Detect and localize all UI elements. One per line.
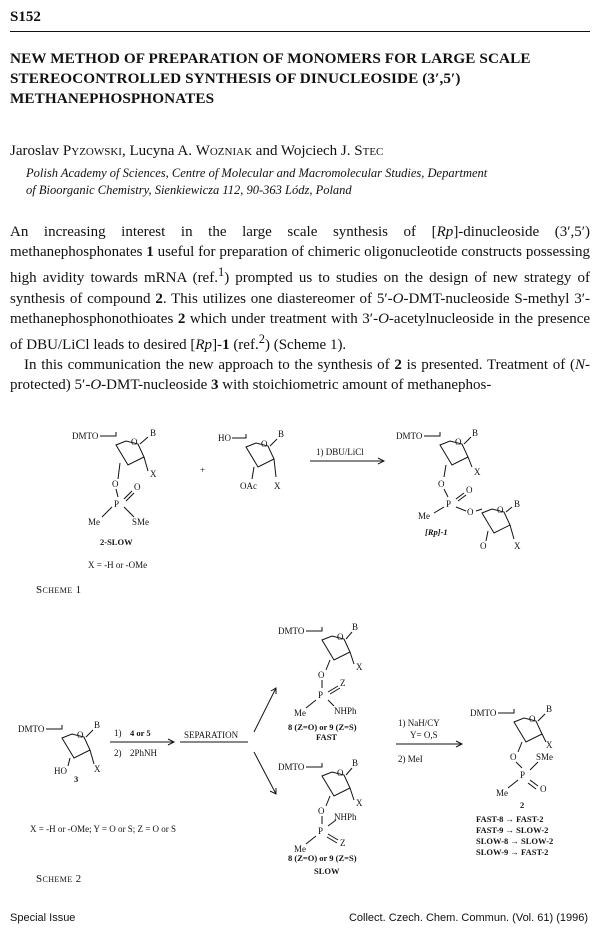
author-separator: and xyxy=(252,143,281,159)
dmto-label: DMTO xyxy=(396,431,423,441)
stereo-mapping: SLOW-9 → FAST-2 xyxy=(476,847,549,857)
base-label: B xyxy=(546,704,553,714)
author-separator: , xyxy=(121,143,130,159)
text-run: -DMT-nucleoside xyxy=(101,377,212,394)
scheme1-right-structure xyxy=(396,428,521,551)
condition-1-detail: Y= O,S xyxy=(410,730,438,740)
variable-definitions: X = -H or -OMe; Y = O or S; Z = O or S xyxy=(30,824,177,834)
header-rule xyxy=(10,31,590,32)
scheme2-slow-structure xyxy=(278,758,363,876)
step-2-number: 2) xyxy=(114,748,122,758)
slow-label: SLOW xyxy=(314,866,340,876)
x-substituent: X xyxy=(356,798,363,808)
text-run: which under treatment with 3′- xyxy=(185,310,379,327)
bridge-oxygen: O xyxy=(467,507,474,517)
x-substituent: X xyxy=(546,740,553,750)
x-definition: X = -H or -OMe xyxy=(88,560,148,570)
dmto-label: DMTO xyxy=(72,431,99,441)
base-label: B xyxy=(352,622,359,632)
x-substituent: X xyxy=(274,481,281,491)
x-substituent: X xyxy=(94,764,101,774)
bridge-oxygen: O xyxy=(112,479,119,489)
sme-label: SMe xyxy=(132,517,150,527)
bridge-oxygen: O xyxy=(318,670,325,680)
text-run: is presented. Treatment of ( xyxy=(401,357,575,374)
fast-label: FAST xyxy=(316,732,338,742)
text-run: -protected) 5′- xyxy=(10,357,590,394)
ho-label: HO xyxy=(54,766,67,776)
compound-label-slow: 8 (Z=O) or 9 (Z=S) xyxy=(288,853,357,863)
stereo-mapping: FAST-8 → FAST-2 xyxy=(476,814,544,824)
author-first-name: Jaroslav xyxy=(10,143,63,159)
affiliation xyxy=(26,165,586,199)
text-run: -acetylnucleoside in the presence of DBU/LiCl leads to desired [ xyxy=(10,310,591,354)
x-substituent: X xyxy=(474,467,481,477)
article-title: NEW METHOD OF PREPARATION OF MONOMERS FOR LARGE SCALE STEREOCONTROLLED SYNTHESIS OF DINUCLEOSIDE (3′,5′) METHANEPHOSPHONATES xyxy=(10,50,531,107)
affiliation-line: Polish Academy of Sciences, Centre of Molecular and Macromolecular Studies, Department xyxy=(26,166,488,180)
author-last-name: Stec xyxy=(354,143,384,159)
author-first-name: Lucyna A. xyxy=(129,143,196,159)
methyl-label: Me xyxy=(294,708,306,718)
page-id: S152 xyxy=(10,9,41,25)
ring-oxygen: O xyxy=(337,768,344,778)
compound-number: 2 xyxy=(177,310,186,327)
oac-label: OAc xyxy=(240,481,257,491)
text-run: (ref. xyxy=(229,337,259,354)
compound-number: 2 xyxy=(394,357,402,374)
bridge-oxygen: O xyxy=(510,752,517,762)
phosphorus: P xyxy=(446,499,452,509)
italic-run: O xyxy=(392,290,404,307)
text-run: with stoichiometric amount of methanephos- xyxy=(218,377,492,394)
ring-oxygen: O xyxy=(455,437,462,447)
compound-number: 1 xyxy=(222,337,230,354)
text-run: ) (Scheme 1). xyxy=(264,337,347,354)
author-last-name: Wozniak xyxy=(195,143,253,159)
methyl-label: Me xyxy=(88,517,100,527)
abstract xyxy=(10,222,590,396)
reference-marker: 2 xyxy=(258,332,265,347)
condition-2: 2) MeI xyxy=(398,754,423,764)
scheme2-fast-structure xyxy=(278,622,363,742)
x-substituent: X xyxy=(514,541,521,551)
scheme-1-caption: Scheme 1 xyxy=(36,584,82,596)
phosphorus: P xyxy=(520,770,526,780)
affiliation-line: of Bioorganic Chemistry, Sienkiewicza 112, 90-363 Lódz, Poland xyxy=(26,183,352,197)
base-label: B xyxy=(472,428,479,438)
italic-run: Rp xyxy=(195,337,213,354)
base-label: B xyxy=(352,758,359,768)
bridge-oxygen: O xyxy=(318,806,325,816)
text-run: ) prompted us to studies on the design of new strategy of synthesis of compound xyxy=(10,270,590,307)
italic-run: Rp xyxy=(436,224,454,240)
scheme1-middle-structure xyxy=(218,429,284,491)
footer-citation: Collect. Czech. Chem. Commun. (Vol. 61) (1996) xyxy=(348,912,588,924)
z-substituent: Z xyxy=(340,838,346,848)
scheme-2-diagram xyxy=(0,618,600,880)
ring-oxygen: O xyxy=(497,505,504,515)
stereo-mapping: SLOW-8 → SLOW-2 xyxy=(476,836,554,846)
po-oxygen: O xyxy=(466,485,473,495)
compound-number-3: 3 xyxy=(74,774,79,784)
scheme-1-diagram xyxy=(0,415,600,585)
po-oxygen: O xyxy=(540,784,547,794)
base-label: B xyxy=(514,499,521,509)
author-list xyxy=(10,143,383,160)
compound-number-2: 2 xyxy=(520,800,525,810)
stereo-mapping: FAST-9 → SLOW-2 xyxy=(476,825,549,835)
hydroxyl-oxygen: O xyxy=(480,541,487,551)
compound-number: 3 xyxy=(211,377,219,394)
base-label: B xyxy=(94,720,101,730)
author-last-name: Pyzowski xyxy=(62,143,122,159)
compound-label-rp-1: [Rp]-1 xyxy=(425,527,448,537)
text-run: . This utilizes one diastereomer of 5′- xyxy=(162,290,393,307)
phosphorus: P xyxy=(114,499,120,509)
po-oxygen: O xyxy=(134,482,141,492)
x-substituent: X xyxy=(150,469,157,479)
ring-oxygen: O xyxy=(337,632,344,642)
text-run: useful for preparation of chimeric oligonucleotide constructs possessing high avidity towards mRNA (ref. xyxy=(10,244,590,287)
step-1-number: 1) xyxy=(114,728,122,738)
methyl-label: Me xyxy=(496,788,508,798)
dmto-label: DMTO xyxy=(278,626,305,636)
scheme2-product-structure xyxy=(470,704,553,810)
phosphorus: P xyxy=(318,826,324,836)
scheme2-start-structure xyxy=(18,720,101,784)
abstract-paragraph-1 xyxy=(10,222,590,355)
ring-oxygen: O xyxy=(529,714,536,724)
reagent-label: 1) DBU/LiCl xyxy=(316,447,364,457)
dmto-label: DMTO xyxy=(470,708,497,718)
footer-issue: Special Issue xyxy=(10,912,76,924)
text-run: -DMT-nucleoside S-methyl 3′-methanephosphonothioates xyxy=(10,290,591,327)
compound-label-fast: 8 (Z=O) or 9 (Z=S) xyxy=(288,722,357,732)
text-run: An increasing interest in the large scale synthesis of [ xyxy=(10,224,437,240)
compound-label-2-slow: 2-SLOW xyxy=(100,537,133,547)
base-label: B xyxy=(150,428,157,438)
ring-oxygen: O xyxy=(131,437,138,447)
nhph-label: NHPh xyxy=(334,812,357,822)
condition-1: 1) NaH/CY xyxy=(398,718,440,728)
text-run: ]- xyxy=(212,337,223,354)
branch-arrow-down xyxy=(254,752,276,794)
bridge-oxygen: O xyxy=(438,479,445,489)
italic-run: N xyxy=(574,357,585,374)
x-substituent: X xyxy=(356,662,363,672)
plus-sign: + xyxy=(200,465,206,475)
author-first-name: Wojciech J. xyxy=(280,143,355,159)
compound-number: 2 xyxy=(155,290,163,307)
methyl-label: Me xyxy=(418,511,430,521)
step-1-reagent: 4 or 5 xyxy=(130,728,151,738)
phosphorus: P xyxy=(318,690,324,700)
base-label: B xyxy=(278,429,285,439)
methyl-label: Me xyxy=(294,844,306,854)
italic-run: O xyxy=(90,377,102,394)
separation-label: SEPARATION xyxy=(184,730,239,740)
branch-arrow-up xyxy=(254,688,276,732)
compound-number: 1 xyxy=(146,244,154,261)
sme-label: SMe xyxy=(536,752,554,762)
step-2-reagent: 2PhNH xyxy=(130,748,158,758)
abstract-paragraph-2 xyxy=(10,355,590,395)
scheme1-left-structure xyxy=(72,428,157,570)
text-run: In this communication the new approach to the synthesis of xyxy=(24,357,395,374)
nhph-label: NHPh xyxy=(334,706,357,716)
italic-run: O xyxy=(378,310,389,327)
z-substituent: Z xyxy=(340,678,346,688)
ho-label: HO xyxy=(218,433,231,443)
ring-oxygen: O xyxy=(261,439,268,449)
text-run: ]-dinucleoside (3′,5′) methanephosphonates xyxy=(10,224,591,261)
scheme-2-caption: Scheme 2 xyxy=(36,873,82,885)
ring-oxygen: O xyxy=(77,730,84,740)
dmto-label: DMTO xyxy=(18,724,45,734)
reference-marker: 1 xyxy=(217,265,225,280)
dmto-label: DMTO xyxy=(278,762,305,772)
